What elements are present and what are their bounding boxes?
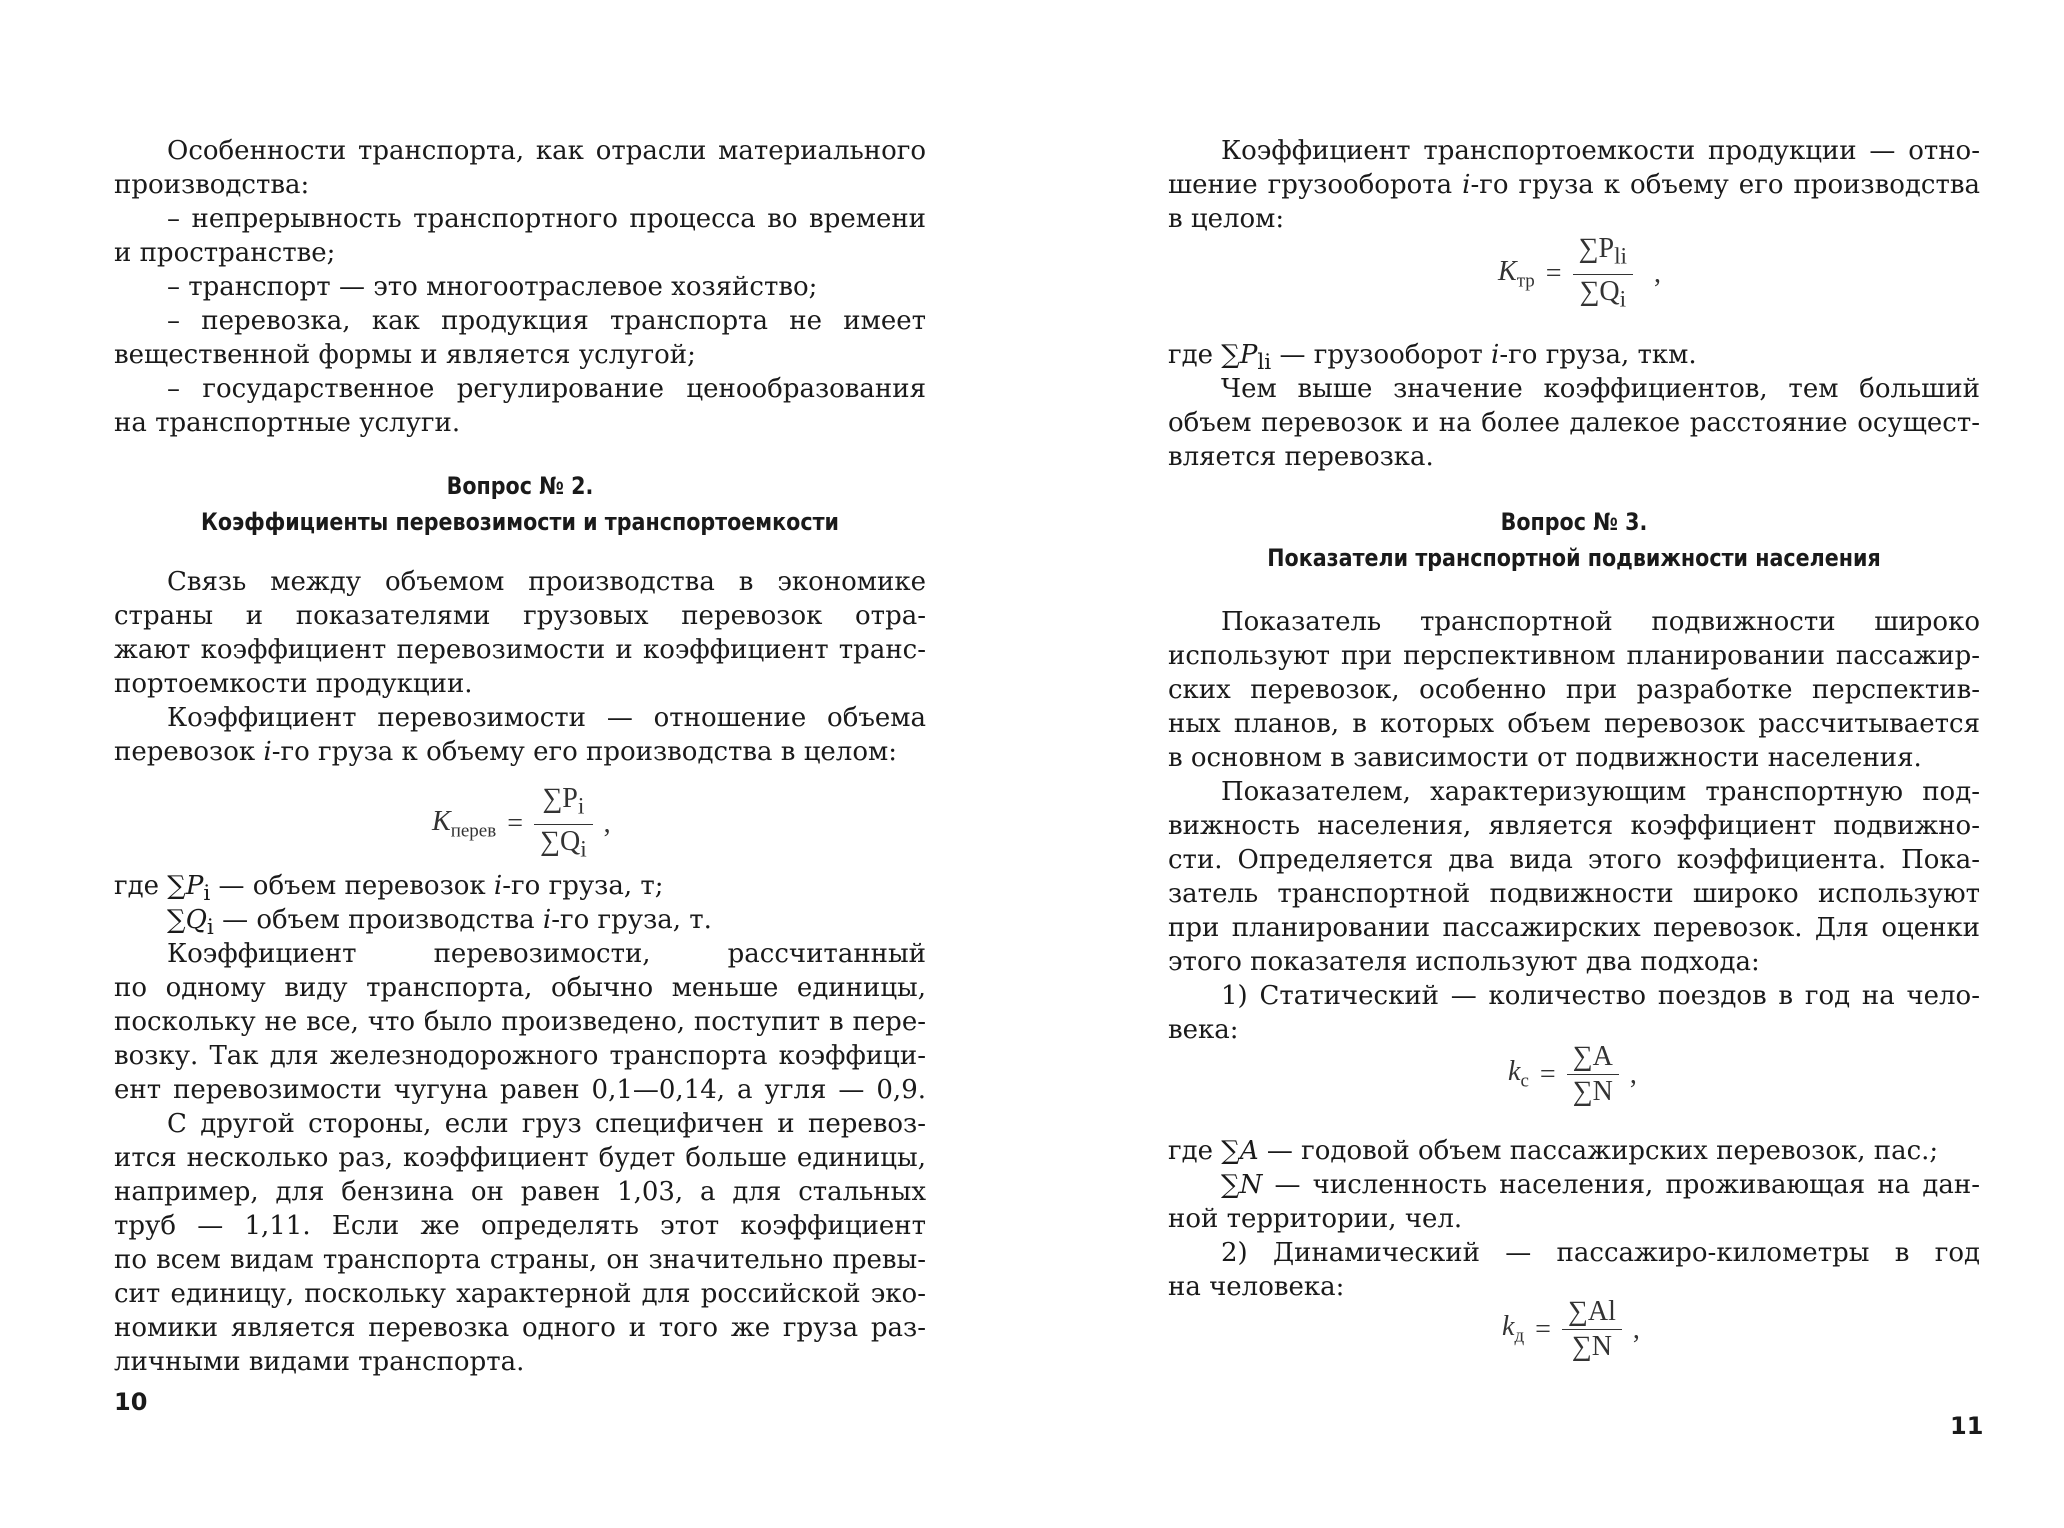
text-line: 2) Динамический — пассажиро-километры в год	[1221, 1238, 1980, 1268]
section-heading-number: Вопрос № 2.	[446, 472, 594, 500]
formula-legend: ∑N — численность населения, проживающая на дан-	[1221, 1170, 1980, 1200]
section-heading-title: Коэффициенты перевозимости и транспортоемкости	[200, 508, 840, 536]
text-line: Коэффициент транспортоемкости продукции — отно-	[1221, 136, 1980, 166]
text-line: личными видами транспорта.	[114, 1347, 525, 1377]
text-line: по всем видам транспорта страны, он значительно превы-	[114, 1245, 926, 1275]
text-line: ной территории, чел.	[1168, 1204, 1463, 1234]
text-line: сти. Определяется два вида этого коэффициента. Пока-	[1168, 845, 1980, 875]
formula-dynamic-mobility: $k_д$ = $\frac{\sum Al}{\sum N}$ ,	[1502, 1296, 1640, 1362]
text-line: и пространстве;	[114, 238, 336, 268]
text-line: вляется перевозка.	[1168, 442, 1434, 472]
formula-static-mobility: $k_c$ = $\frac{\sum A}{\sum N}$ ,	[1508, 1041, 1637, 1107]
text-line: Коэффициент перевозимости, рассчитанный	[167, 939, 926, 969]
formula-legend: где ∑A — годовой объем пассажирских перевозок, пас.;	[1168, 1136, 1939, 1166]
text-line: шение грузооборота i-го груза к объему его производства	[1168, 170, 1980, 200]
text-line: в основном в зависимости от подвижности населения.	[1168, 743, 1922, 773]
text-line: ных планов, в которых объем перевозок рассчитывается	[1168, 709, 1980, 739]
text-line: на человека:	[1168, 1272, 1345, 1302]
text-line: ится несколько раз, коэффициент будет больше единицы,	[114, 1143, 926, 1173]
text-line: на транспортные услуги.	[114, 408, 461, 438]
text-line: возку. Так для железнодорожного транспорта коэффици-	[114, 1041, 926, 1071]
text-line: страны и показателями грузовых перевозок отра-	[114, 601, 926, 631]
text-line: перевозок i-го груза к объему его производства в целом:	[114, 737, 897, 767]
text-line: объем перевозок и на более далекое расстояние осущест-	[1168, 408, 1980, 438]
formula-transportability: $K_{перев}$ = $\frac{\sum P_i}{\sum Q_i}$ ,	[432, 783, 611, 863]
text-line: ских перевозок, особенно при разработке перспектив-	[1168, 675, 1980, 705]
text-line: портоемкости продукции.	[114, 669, 473, 699]
text-line: используют при перспективном планировании пассажир-	[1168, 641, 1980, 671]
text-line: при планировании пассажирских перевозок. Для оценки	[1168, 913, 1980, 943]
text-line: Показатель транспортной подвижности широко	[1221, 607, 1980, 637]
formula-legend: где $\sum P_i$ — объем перевозок i-го груза, т;	[114, 871, 664, 907]
text-line: Связь между объемом производства в экономике	[167, 567, 926, 597]
text-line: ент перевозимости чугуна равен 0,1—0,14, а угля — 0,9.	[114, 1075, 926, 1105]
text-line: номики является перевозка одного и того же груза раз-	[114, 1313, 926, 1343]
text-line: сит единицу, поскольку характерной для российской эко-	[114, 1279, 926, 1309]
text-line: Чем выше значение коэффициентов, тем больший	[1221, 374, 1980, 404]
text-line: С другой стороны, если груз специфичен и перевоз-	[167, 1109, 926, 1139]
text-line: вижность населения, является коэффициент подвижно-	[1168, 811, 1980, 841]
text-line: Показателем, характеризующим транспортную под-	[1221, 777, 1980, 807]
text-line: вещественной формы и является услугой;	[114, 340, 696, 370]
text-line: Коэффициент перевозимости — отношение объема	[167, 703, 926, 733]
text-line: производства:	[114, 170, 310, 200]
text-line: этого показателя используют два подхода:	[1168, 947, 1760, 977]
formula-legend: где $\sum P_{li}$ — грузооборот i-го груза, ткм.	[1168, 340, 1697, 376]
list-item: – транспорт — это многоотраслевое хозяйство;	[167, 272, 818, 302]
list-item: – перевозка, как продукция транспорта не имеет	[167, 306, 926, 336]
text-line: труб — 1,11. Если же определять этот коэффициент	[114, 1211, 926, 1241]
text-line: поскольку не все, что было произведено, поступит в пере-	[114, 1007, 926, 1037]
text-line: в целом:	[1168, 204, 1285, 234]
formula-legend: $\sum Q_i$ — объем производства i-го груза, т.	[167, 905, 712, 941]
text-line: века:	[1168, 1015, 1239, 1045]
formula-transport-intensity: $K_{тр}$ = $\frac{\sum P_{li}}{\sum Q_i}$ ,	[1498, 233, 1662, 313]
list-item: – непрерывность транспортного процесса во времени	[167, 204, 926, 234]
text-line: 1) Статический — количество поездов в год на чело-	[1221, 981, 1980, 1011]
list-item: – государственное регулирование ценообразования	[167, 374, 926, 404]
page-number-left: 10	[114, 1388, 148, 1416]
text-line: затель транспортной подвижности широко используют	[1168, 879, 1980, 909]
text-line: например, для бензина он равен 1,03, а для стальных	[114, 1177, 926, 1207]
text-line: жают коэффициент перевозимости и коэффициент транс-	[114, 635, 926, 665]
page-number-right: 11	[1950, 1412, 1984, 1440]
text-line: по одному виду транспорта, обычно меньше единицы,	[114, 973, 926, 1003]
section-heading-title: Показатели транспортной подвижности населения	[1267, 544, 1881, 572]
text-line: Особенности транспорта, как отрасли материального	[167, 136, 926, 166]
section-heading-number: Вопрос № 3.	[1500, 508, 1648, 536]
